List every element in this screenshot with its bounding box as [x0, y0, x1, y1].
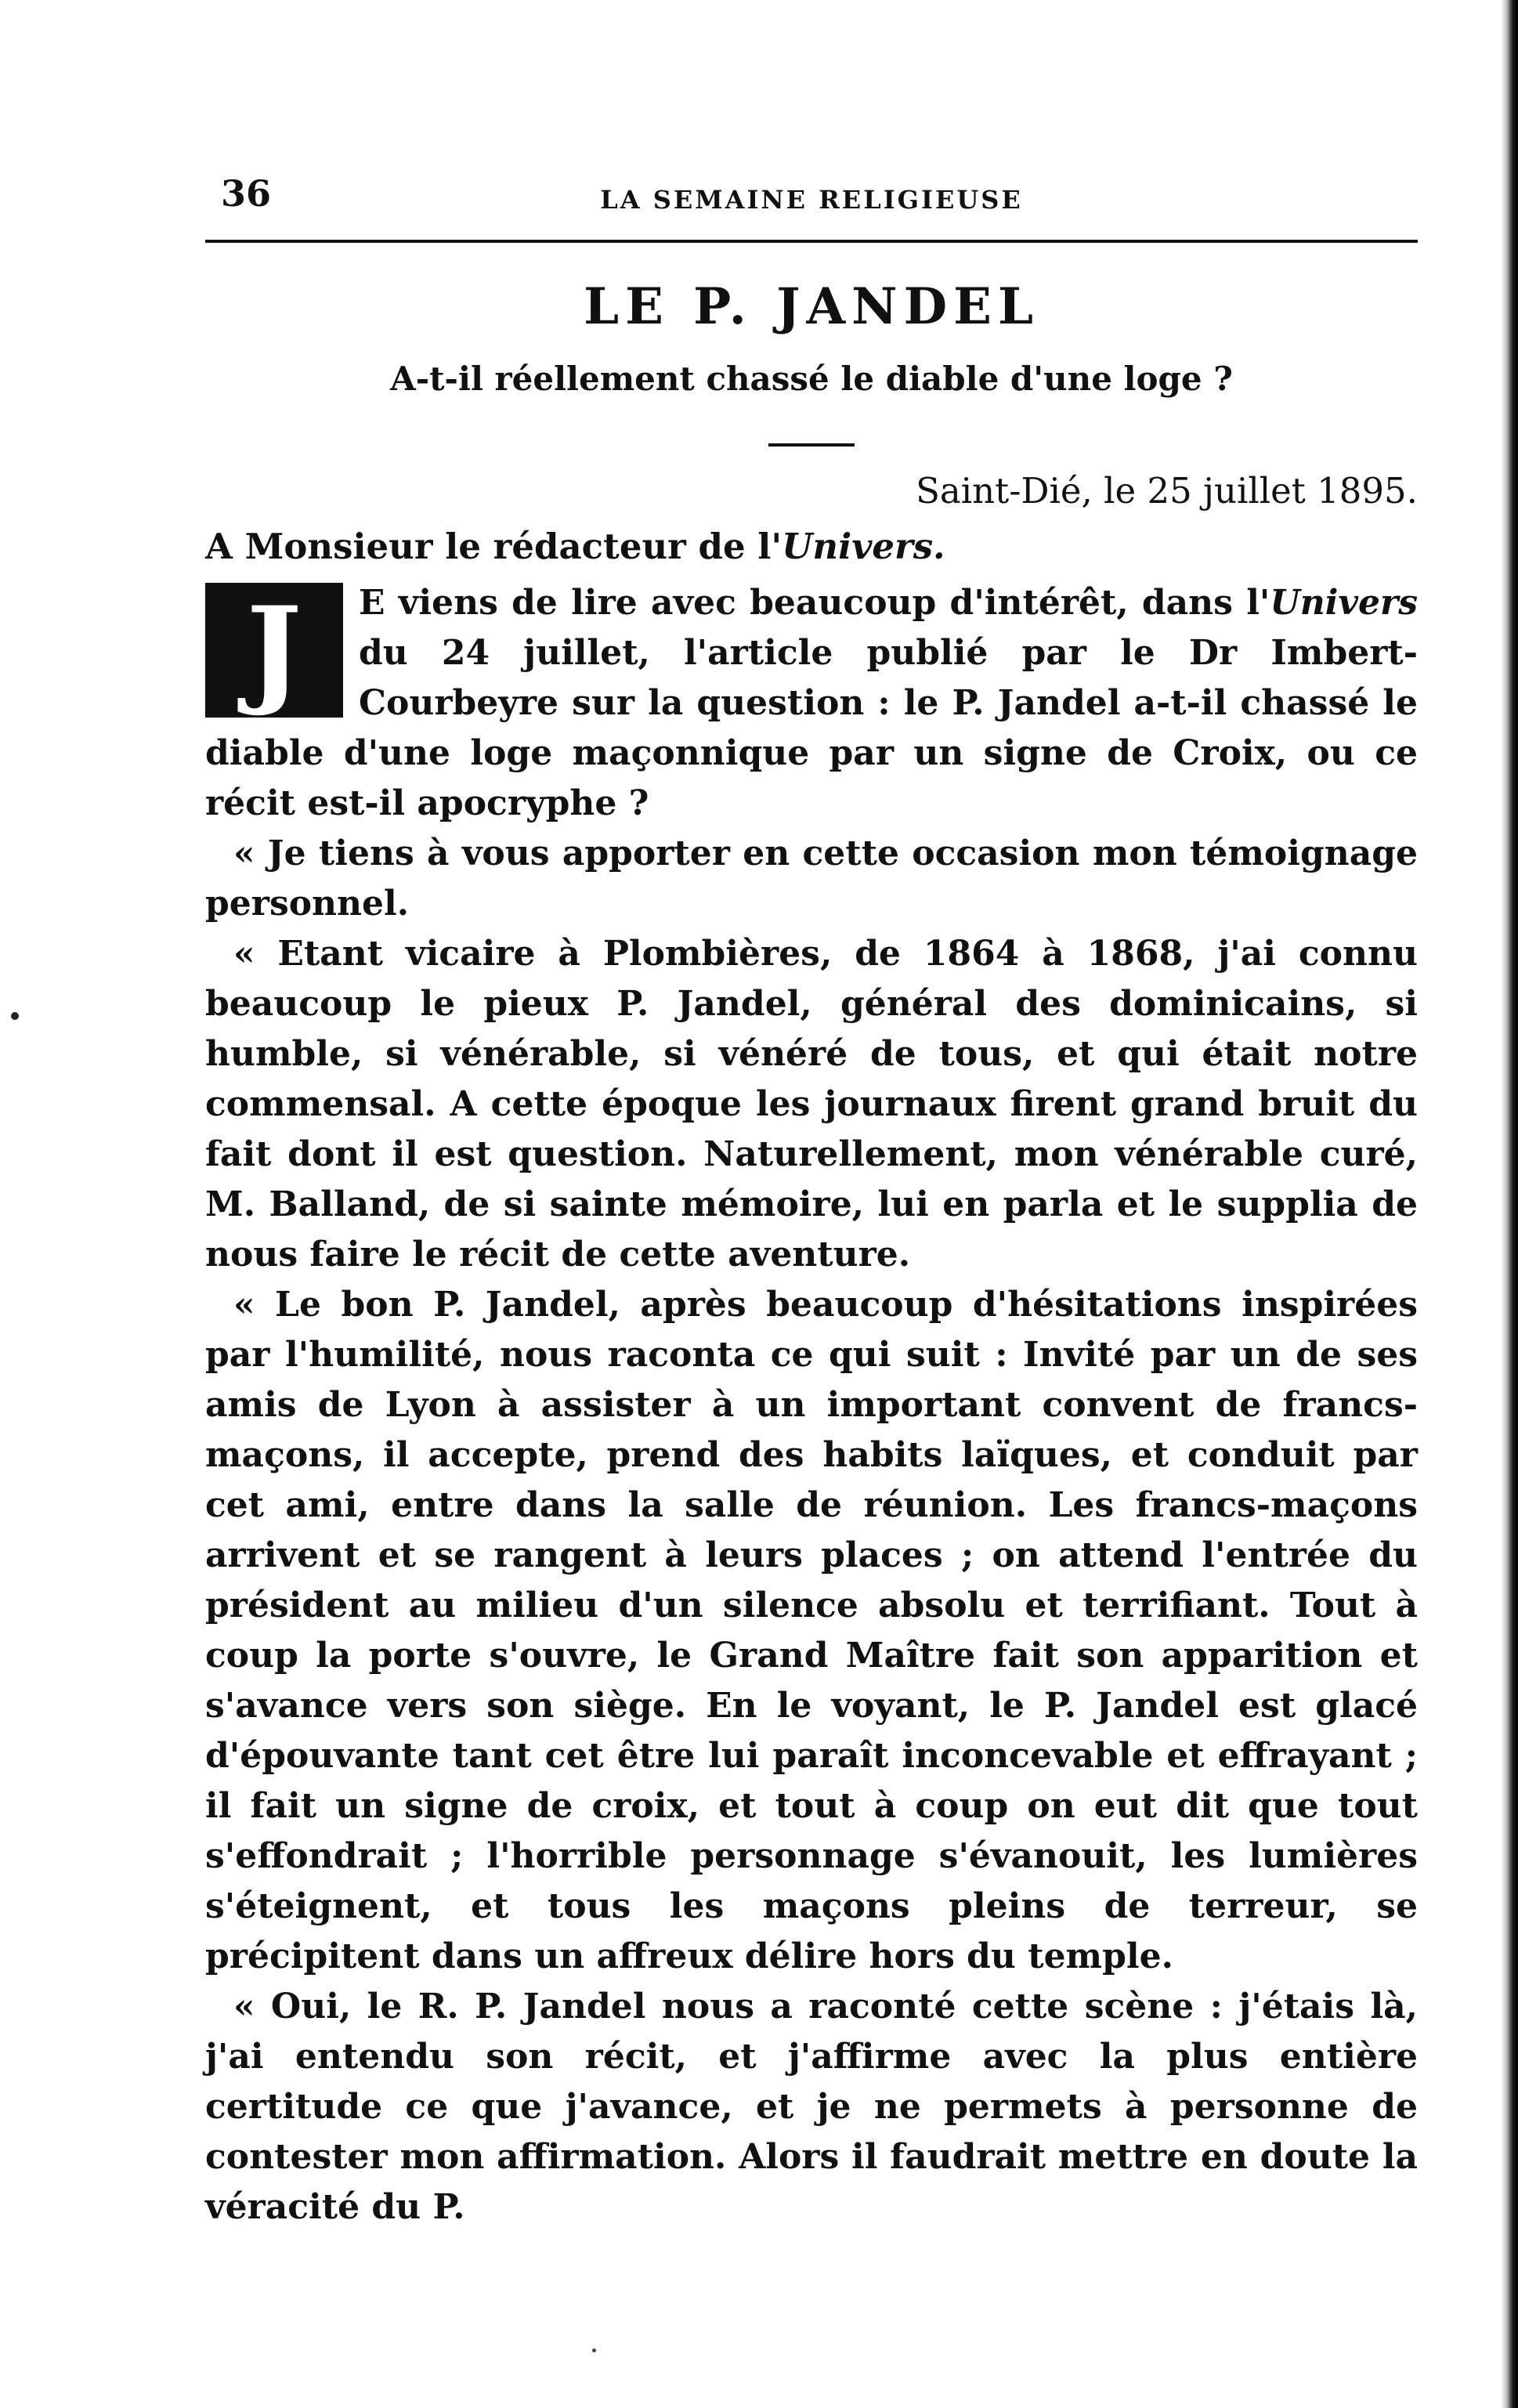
paragraph-text: E viens de lire avec beaucoup d'intérêt, dans l': [359, 583, 1270, 623]
document-page: [205, 157, 1418, 2233]
paragraph: « Je tiens à vous apporter en cette occasion mon témoignage personnel.: [205, 833, 1418, 924]
header-rule: [205, 240, 1418, 243]
paragraph: « Etant vicaire à Plombières, de 1864 à 1868, j'ai connu beaucoup le pieux P. Jandel, général des dominicains, si humble, si vénérable, si vénéré de tous, et qui était notre commensal. A cette époque les journaux firent grand bruit du fait dont il est question. Naturellement, mon vénérable curé, M. Balland, de si sainte mémoire, lui en parla et le supplia de nous faire le récit de cette aventure.: [205, 934, 1418, 1275]
scan-speck: [592, 2348, 596, 2352]
dateline: Saint-Dié, le 25 juillet 1895.: [916, 470, 1418, 512]
paragraph-text: du 24 juillet, l'article publié par le Dr Imbert-Courbeyre sur la question : le P. Jandel a-t-il chassé le diable d'une loge maçonnique par un signe de Croix, ou ce récit est-il apocryphe ?: [205, 633, 1418, 823]
article-subtitle: A-t-il réellement chassé le diable d'une loge ?: [390, 360, 1233, 398]
drop-cap: J: [205, 583, 343, 718]
running-title: LA SEMAINE RELIGIEUSE: [600, 185, 1023, 215]
salutation: [205, 526, 1418, 567]
paragraph: « Oui, le R. P. Jandel nous a raconté cette scène : j'étais là, j'ai entendu son récit, et j'affirme avec la plus entière certitude ce que j'avance, et je ne permets à personne de contester mon affirmation. Alors il faudrait mettre en doute la véracité du P.: [205, 1987, 1418, 2227]
paragraph: [205, 578, 1418, 829]
newspaper-name: Univers: [1270, 583, 1418, 623]
paragraph: « Le bon P. Jandel, après beaucoup d'hésitations inspirées par l'humilité, nous raconta ce qui suit : Invité par un de ses amis de Lyon à assister à un important convent de francs-maçons, il accepte, prend des habits laïques, et conduit par cet ami, entre dans la salle de réunion. Les francs-maçons arrivent et se rangent à leurs places ; on attend l'entrée du président au milieu d'un silence absolu et terrifiant. Tout à coup la porte s'ouvre, le Grand Maître fait son apparition et s'avance vers son siège. En le voyant, le P. Jandel est glacé d'épouvante tant cet être lui paraît inconcevable et effrayant ; il fait un signe de croix, et tout à coup on eut dit que tout s'effondrait ; l'horrible personnage s'évanouit, les lumières s'éteignent, et tous les maçons pleins de terreur, se précipitent dans un affreux délire hors du temple.: [205, 1285, 1418, 1976]
salutation-text: A Monsieur le rédacteur de l': [205, 526, 782, 567]
salutation-newspaper: Univers.: [782, 526, 945, 567]
scan-speck: [11, 1012, 19, 1020]
page-number: 36: [221, 172, 272, 215]
letter-body: [205, 578, 1418, 2233]
article-title: LE P. JANDEL: [584, 277, 1039, 336]
running-header: [205, 157, 1418, 215]
scan-page-edge: [1501, 0, 1518, 2408]
separator-rule: [768, 443, 855, 447]
